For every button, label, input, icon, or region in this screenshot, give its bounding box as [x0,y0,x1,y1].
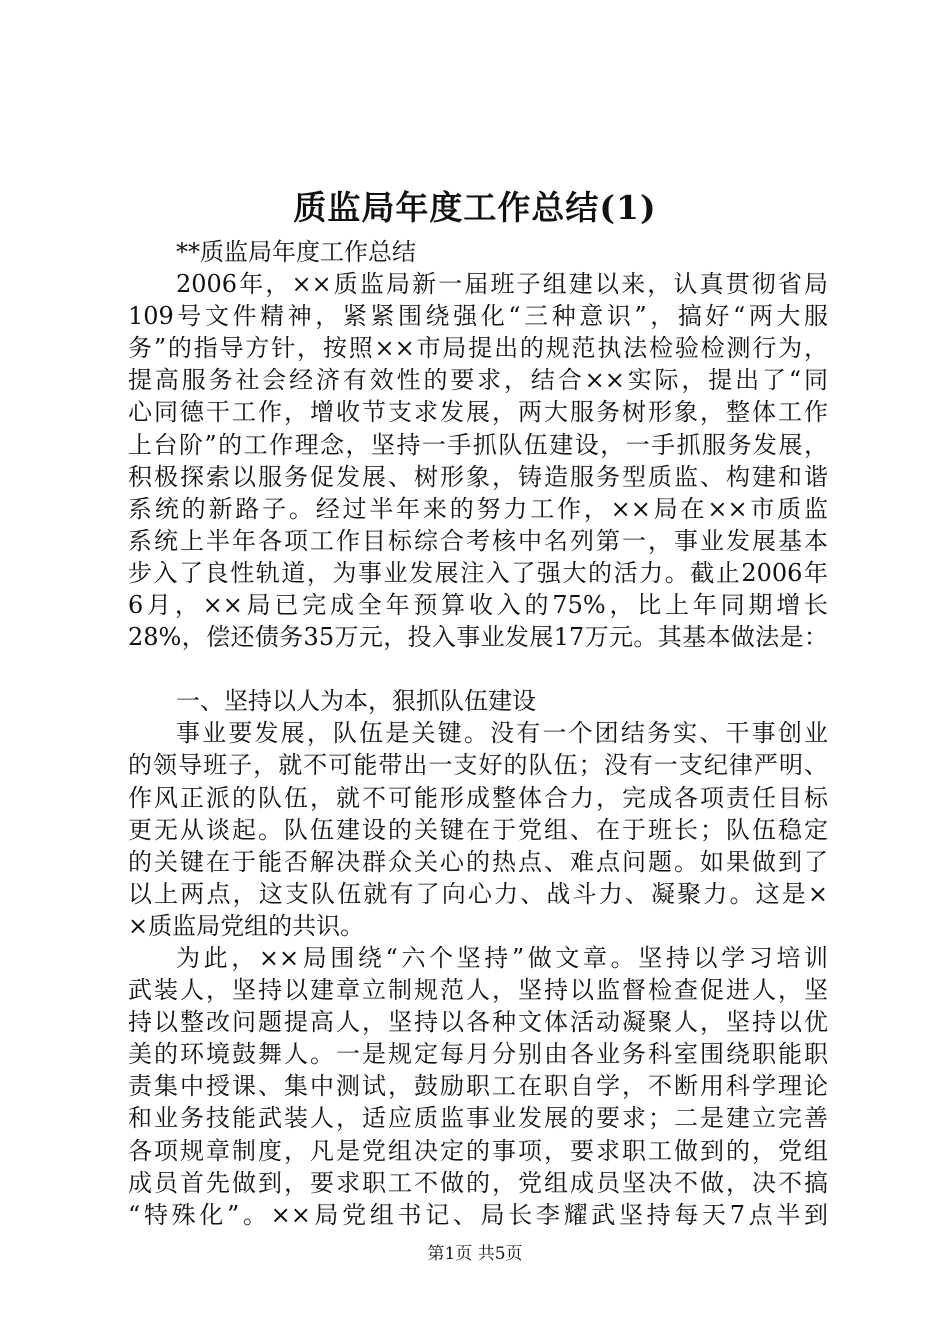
paragraph-line: 心同德干工作，增收节支求发展，两大服务树形象，整体工作 [128,398,828,427]
paragraph-line: 的关键在于能否解决群众关心的热点、难点问题。如果做到了 [128,847,828,876]
paragraph-line: 务”的指导方针，按照××市局提出的规范执法检验检测行为， [128,334,828,363]
paragraph-line: 武装人，坚持以建章立制规范人，坚持以监督检查促进人，坚 [128,976,828,1005]
paragraph-line: 109号文件精神，紧紧围绕强化“三种意识”，搞好“两大服 [128,302,828,331]
paragraph-line: 更无从谈起。队伍建设的关键在于党组、在于班长；队伍稳定 [128,815,828,844]
paragraph-line: 事业要发展，队伍是关键。没有一个团结务实、干事创业 [176,719,828,748]
paragraph-line: 28%，偿还债务35万元，投入事业发展17万元。其基本做法是： [128,623,828,652]
paragraph-line: 的领导班子，就不可能带出一支好的队伍；没有一支纪律严明、 [128,751,828,780]
paragraph-line: 持以整改问题提高人，坚持以各种文体活动凝聚人，坚持以优 [128,1008,828,1037]
paragraph-line: 为此，××局围绕“六个坚持”做文章。坚持以学习培训 [176,943,828,972]
paragraph-line: 系统上半年各项工作目标综合考核中名列第一，事业发展基本 [128,526,828,555]
paragraph-line: 提高服务社会经济有效性的要求，结合××实际，提出了“同 [128,366,828,395]
paragraph-line: 步入了良性轨道，为事业发展注入了强大的活力。截止2006年 [128,558,828,587]
subtitle-line: **质监局年度工作总结 [176,238,416,266]
paragraph-line: 各项规章制度，凡是党组决定的事项，要求职工做到的，党组 [128,1136,828,1165]
paragraph-line: 系统的新路子。经过半年来的努力工作，××局在××市质监 [128,494,828,523]
paragraph-line: 6月，××局已完成全年预算收入的75%，比上年同期增长 [128,591,828,620]
paragraph-line: 责集中授课、集中测试，鼓励职工在职自学，不断用科学理论 [128,1072,828,1101]
page-footer: 第1页 共5页 [427,1244,523,1264]
paragraph-line: 成员首先做到，要求职工不做的，党组成员坚决不做，决不搞 [128,1168,828,1197]
paragraph-line: 以上两点，这支队伍就有了向心力、战斗力、凝聚力。这是× [128,879,828,908]
paragraph-line: 和业务技能武装人，适应质监事业发展的要求；二是建立完善 [128,1104,828,1133]
section-heading: 一、坚持以人为本，狠抓队伍建设 [176,687,536,716]
paragraph-gap [128,653,828,685]
paragraph-line: 2006年，××质监局新一届班子组建以来，认真贯彻省局 [176,270,828,299]
paragraph-line: 上台阶”的工作理念，坚持一手抓队伍建设，一手抓服务发展， [128,430,828,459]
paragraph-line: 美的环境鼓舞人。一是规定每月分别由各业务科室围绕职能职 [128,1040,828,1069]
paragraph-line: 作风正派的队伍，就不可能形成整体合力，完成各项责任目标 [128,783,828,812]
document-title: 质监局年度工作总结(1) [293,188,657,227]
document-body [128,236,828,1231]
paragraph-line: “特殊化”。××局党组书记、局长李耀武坚持每天7点半到 [128,1200,828,1229]
paragraph-line: 积极探索以服务促发展、树形象，铸造服务型质监、构建和谐 [128,462,828,491]
paragraph-line: ×质监局党组的共识。 [128,911,365,940]
